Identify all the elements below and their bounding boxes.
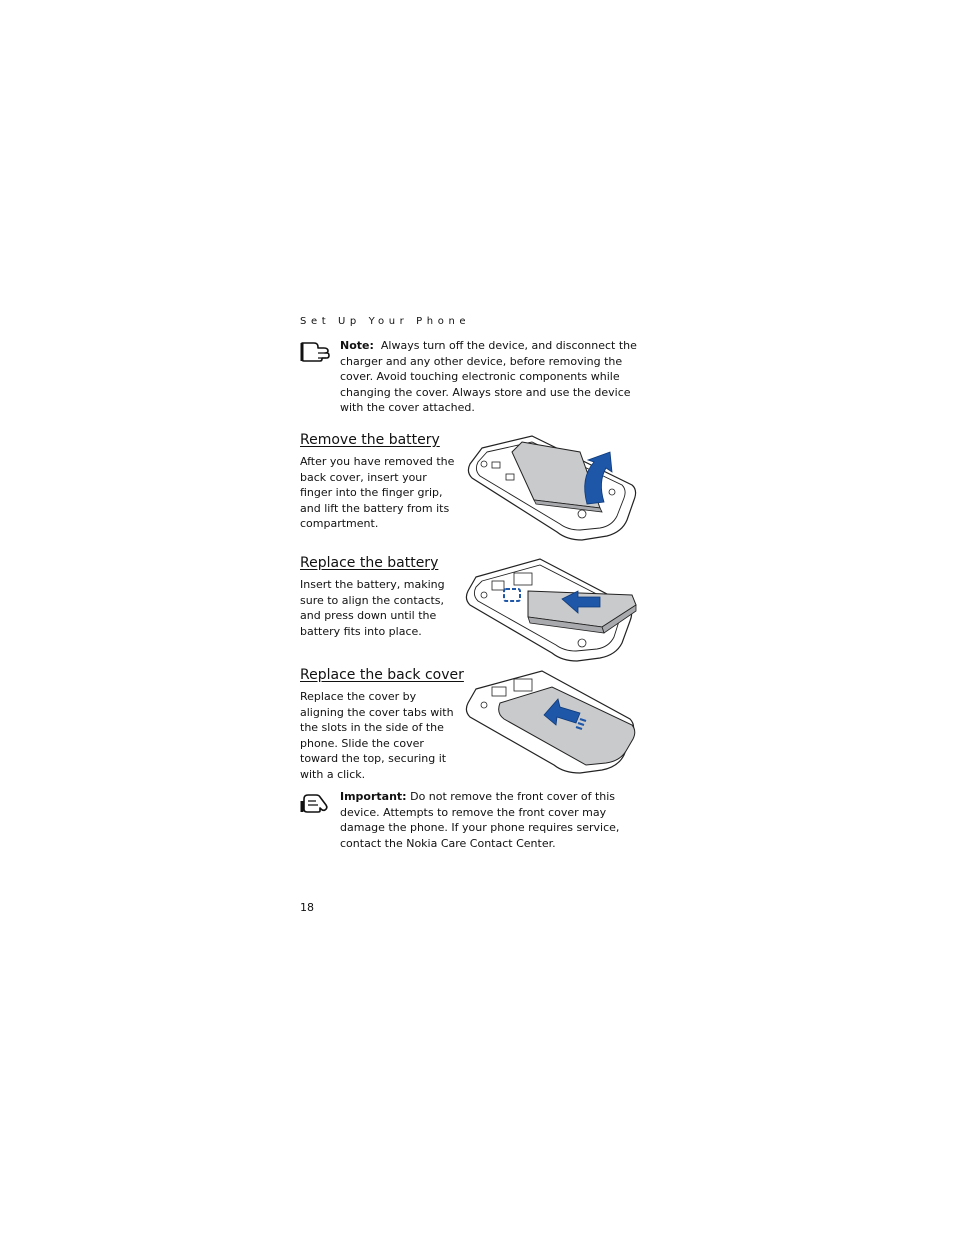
important-body: Do not remove the front cover of this device. Attempts to remove the front cover may damage the phone. If your phone requires service, contact the Nokia Care Contact Center. [340,790,620,850]
section-heading: Remove the battery [300,432,440,448]
note-block [300,338,640,416]
section-body: Insert the battery, making sure to align the contacts, and press down until the battery fits into place. [300,578,445,638]
note-hand-icon [300,340,330,362]
note-text [340,338,640,416]
running-header: Set Up Your Phone [300,316,471,327]
section-body: Replace the cover by aligning the cover tabs with the slots in the side of the phone. Slide the cover toward the top, securing it with a click. [300,690,454,781]
important-block [300,789,640,851]
remove-battery-illustration [462,430,642,542]
important-text [340,789,640,851]
note-label: Note: [340,339,374,352]
important-hand-icon [300,791,330,813]
replace-back-cover-illustration [462,667,642,775]
note-body: Always turn off the device, and disconnect the charger and any other device, before removing the cover. Avoid touching electronic components while changing the cover. Always store and use the device with the cover attached. [340,339,637,415]
page-number: 18 [300,901,314,914]
section-body: After you have removed the back cover, insert your finger into the finger grip, and lift the battery from its compartment. [300,455,455,531]
important-label: Important: [340,790,407,803]
section-heading: Replace the back cover [300,667,464,683]
replace-battery-illustration [462,555,642,663]
section-heading: Replace the battery [300,555,439,571]
